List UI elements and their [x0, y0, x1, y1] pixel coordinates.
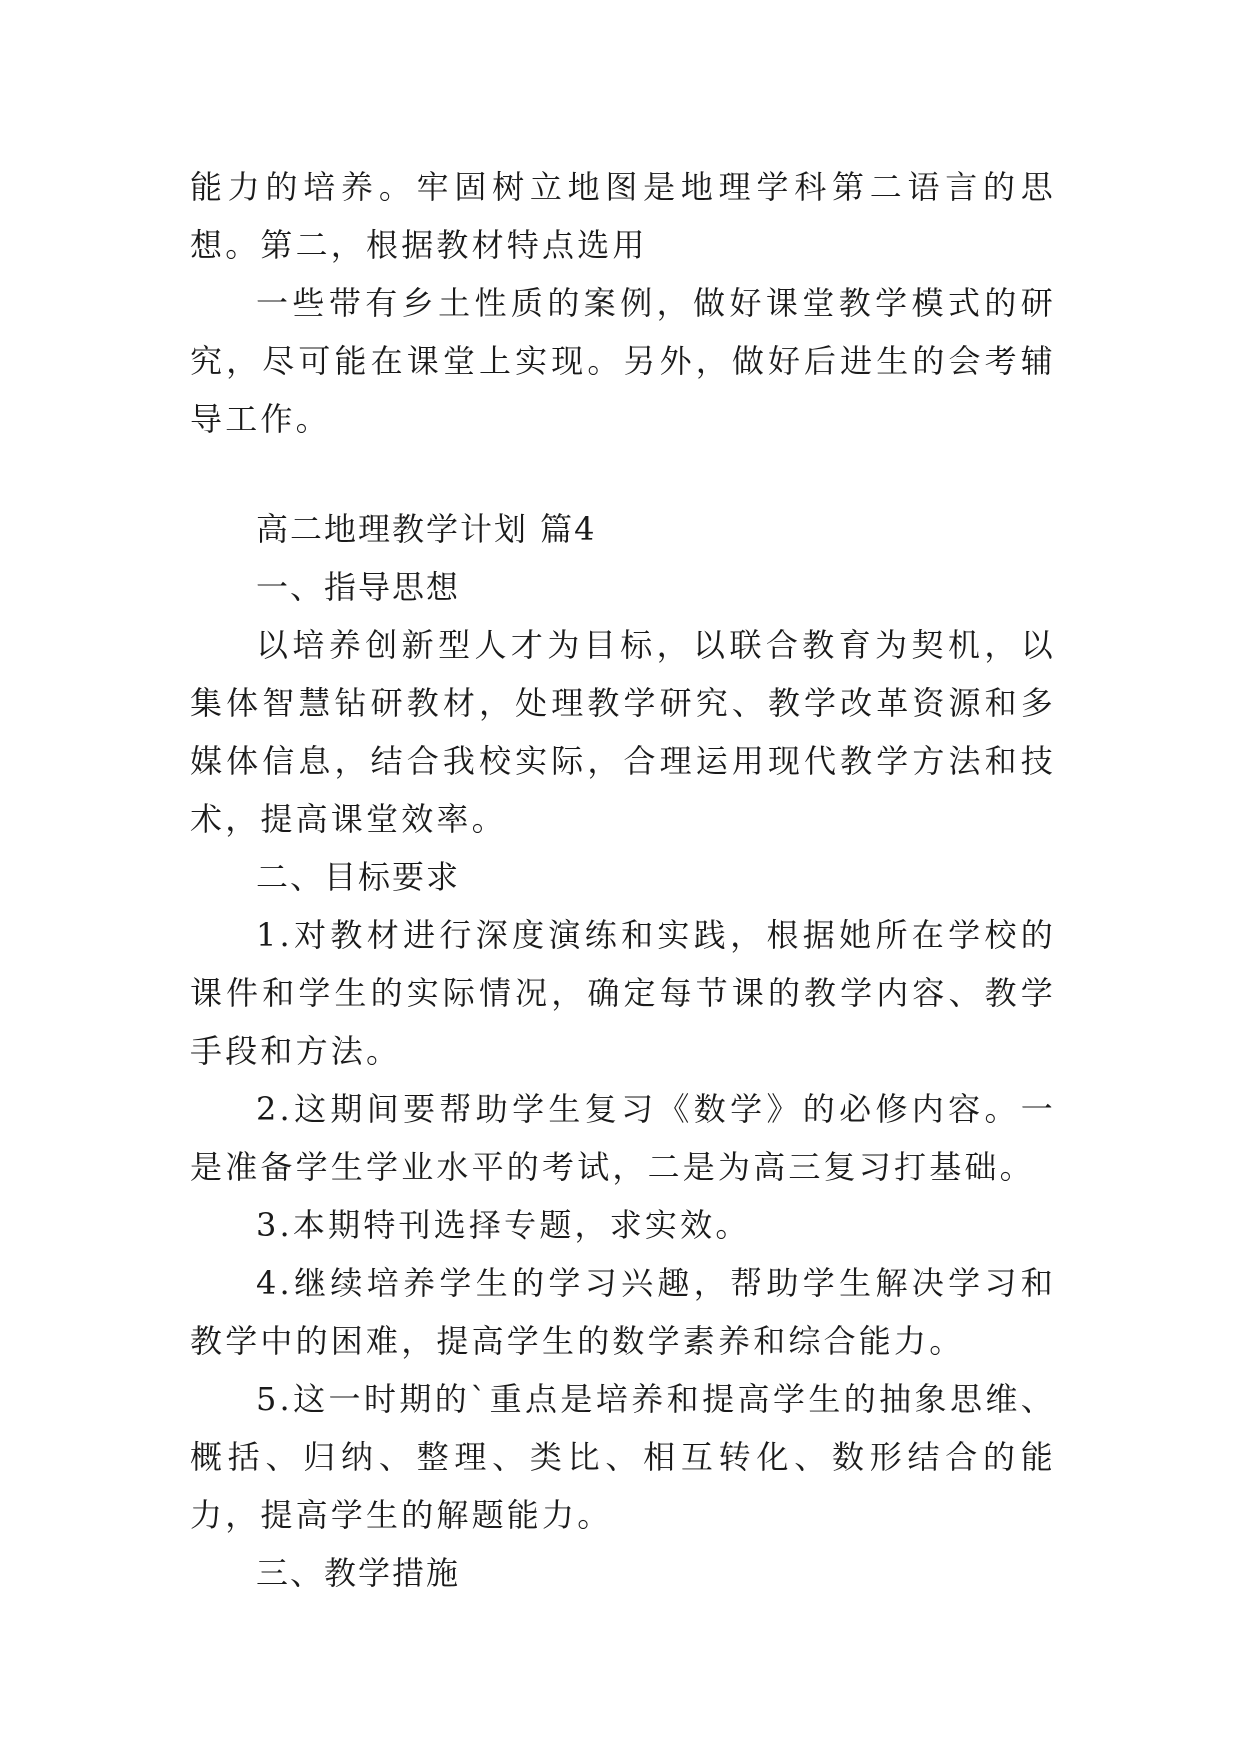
paragraph-cases: 一些带有乡土性质的案例，做好课堂教学模式的研究，尽可能在课堂上实现。另外，做好后进生的会考辅导工作。: [190, 284, 1056, 438]
document-page: [190, 158, 1056, 1602]
heading-teaching-measures: 三、教学措施: [256, 1554, 461, 1592]
heading-goals: 二、目标要求: [256, 858, 461, 896]
goal-item-1: 1.对教材进行深度演练和实践，根据她所在学校的课件和学生的实际情况，确定每节课的教学内容、教学手段和方法。: [190, 916, 1056, 1070]
goal-item-4: 4.继续培养学生的学习兴趣，帮助学生解决学习和教学中的困难，提高学生的数学素养和综合能力。: [190, 1264, 1056, 1360]
paragraph-guiding-ideology: 以培养创新型人才为目标，以联合教育为契机，以集体智慧钻研教材，处理教学研究、教学改革资源和多媒体信息，结合我校实际，合理运用现代教学方法和技术，提高课堂效率。: [190, 626, 1056, 838]
heading-guiding-ideology: 一、指导思想: [256, 568, 461, 606]
section-gap: [190, 448, 1056, 500]
goal-item-5: 5.这一时期的`重点是培养和提高学生的抽象思维、概括、归纳、整理、类比、相互转化、数形结合的能力，提高学生的解题能力。: [190, 1380, 1056, 1534]
section-title: 高二地理教学计划 篇4: [256, 510, 597, 548]
paragraph-continued: 能力的培养。牢固树立地图是地理学科第二语言的思想。第二，根据教材特点选用: [190, 168, 1056, 264]
goal-item-2: 2.这期间要帮助学生复习《数学》的必修内容。一是准备学生学业水平的考试，二是为高三复习打基础。: [190, 1090, 1056, 1186]
goal-item-3: 3.本期特刊选择专题，求实效。: [256, 1206, 751, 1244]
